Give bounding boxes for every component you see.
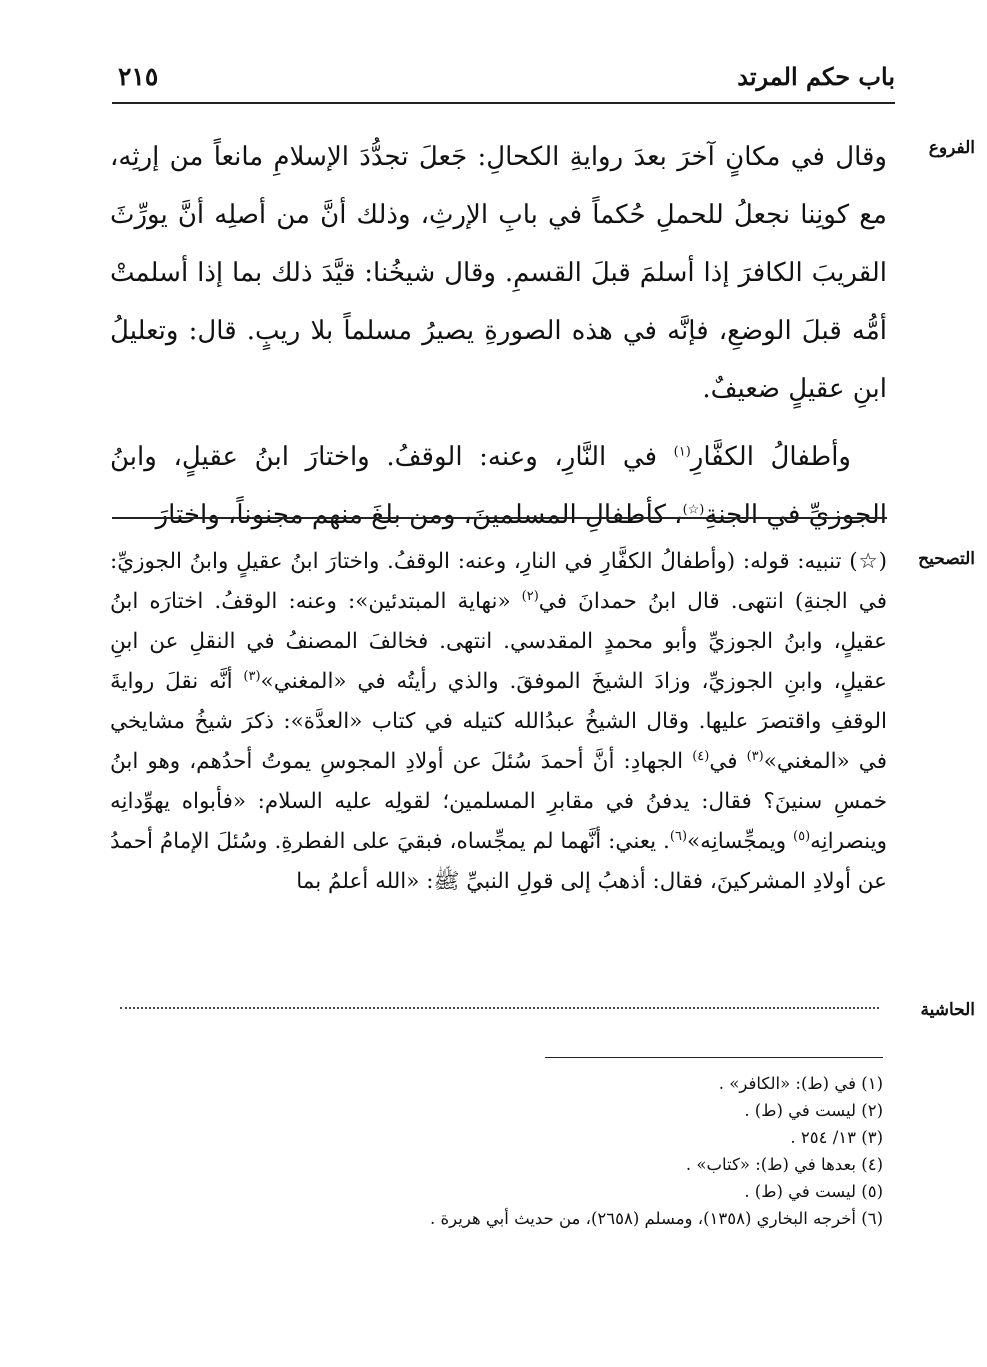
- correction-paragraph: [110, 542, 887, 902]
- main-paragraph-2: [110, 428, 887, 544]
- chapter-title: باب حكم المرتد: [737, 62, 895, 91]
- side-label-furu: الفروع: [928, 138, 975, 158]
- correction-segment: ويمجِّسانِه»: [687, 829, 793, 854]
- side-label-tashih: التصحيح: [918, 549, 975, 569]
- footnote-ref-6: (٦): [669, 828, 688, 844]
- correction-segment: . يعني: أنَّهما لم يمجِّساه، فبقيَ على الفطرةِ. وسُئلَ الإمامُ أحمدُ عن أولادِ المشركينَ، فقال: أذهبُ إلى قولِ النبيِّ ﷺ: «الله أعلمُ بما: [110, 829, 887, 894]
- main-text-segment: ، كأطفالِ المسلمينَ، ومن بلغَ منهم مجنوناً، واختارَ: [155, 500, 683, 530]
- footnotes: [110, 1070, 883, 1232]
- footnote-item: (٢) ليست في (ط) .: [744, 1101, 883, 1120]
- page-header: [112, 62, 895, 104]
- correction-segment: في: [709, 749, 747, 774]
- footnote-ref-4: (٤): [692, 748, 710, 764]
- page-number: ٢١٥: [118, 62, 159, 91]
- footnote-separator: [545, 1057, 883, 1058]
- footnote-item: (٣) ١٣/ ٢٥٤ .: [790, 1128, 883, 1147]
- footnote-ref-3: (٣): [243, 668, 261, 684]
- footnote-ref-3b: (٣): [746, 748, 764, 764]
- main-text-segment: في النَّارِ، وعنه: الوقفُ. واختارَ ابنُ عقيلٍ، وابنُ الجوزيِّ في الجنةِ: [110, 442, 887, 530]
- footnote-ref-2: (٢): [521, 588, 539, 604]
- footnote-item: (٥) ليست في (ط) .: [744, 1182, 883, 1201]
- side-label-hashiya: الحاشية: [920, 1000, 975, 1020]
- correction-segment: الجهادِ: أنَّ أحمدَ سُئلَ عن أولادِ المجوسِ يموتُ أحدُهم، وهو ابنُ خمسِ سنينَ؟ فقال: يدفنُ في مقابرِ المسلمين؛ لقولِه عليه السلام: «فأبواه يهوِّدانِه وينصرانِه: [110, 749, 887, 854]
- footnote-ref-5: (٥): [793, 828, 811, 844]
- section-divider: [112, 517, 887, 519]
- correction-segment: «نهاية المبتدئين»: وعنه: الوقفُ. اختارَه ابنُ عقيلٍ، وابنُ الجوزيِّ وأبو محمدٍ المقدسي. انتهى. فخالفَ المصنفُ في النقلِ عن ابنِ عقيلٍ، وابنِ الجوزيِّ، وزادَ الشيخَ الموفقَ. والذي رأيتُه في «المغني»: [110, 589, 887, 694]
- footnote-item: (٦) أخرجه البخاري (١٣٥٨)، ومسلم (٢٦٥٨)، من حديث أبي هريرة .: [430, 1209, 883, 1228]
- footnote-item: (١) في (ط): «الكافر» .: [718, 1074, 883, 1093]
- correction-segment: (☆) تنبيه: قوله: (وأطفالُ الكفَّارِ في النارِ، وعنه: الوقفُ. واختارَ ابنُ عقيلٍ وابنُ الجوزيِّ: في الجنةِ) انتهى. قال ابنُ حمدانَ في: [110, 549, 887, 614]
- footnote-item: (٤) بعدها في (ط): «كتاب» .: [685, 1155, 883, 1174]
- main-text-segment: وأطفالُ الكفَّارِ: [690, 442, 851, 472]
- main-text: [110, 128, 887, 544]
- correction-ref-star: (☆): [682, 502, 705, 518]
- correction-segment: أنَّه نقلَ روايةَ الوقفِ واقتصرَ عليها. وقال الشيخُ عبدُالله كتيله في كتاب «العدَّة»: ذكرَ شيخُ مشايخي في «المغني»: [110, 669, 887, 774]
- hashiya-dotted-line: [120, 1007, 879, 1009]
- footnote-ref-1: (١): [673, 444, 691, 460]
- main-paragraph-1: وقال في مكانٍ آخرَ بعدَ روايةِ الكحالِ: جَعلَ تجدُّدَ الإسلامِ مانعاً من إرثِه، مع كونِنا نجعلُ للحملِ حُكماً في بابِ الإرثِ، وذلك أنَّ من أصلِه أنَّ يورِّثَ القريبَ الكافرَ إذا أسلمَ قبلَ القسمِ. وقال شيخُنا: قيَّدَ ذلك بما إذا أسلمتْ أمُّه قبلَ الوضعِ، فإنَّه في هذه الصورةِ يصيرُ مسلماً بلا ريبٍ. قال: وتعليلُ ابنِ عقيلٍ ضعيفٌ.: [110, 142, 887, 404]
- correction-text: [110, 542, 887, 902]
